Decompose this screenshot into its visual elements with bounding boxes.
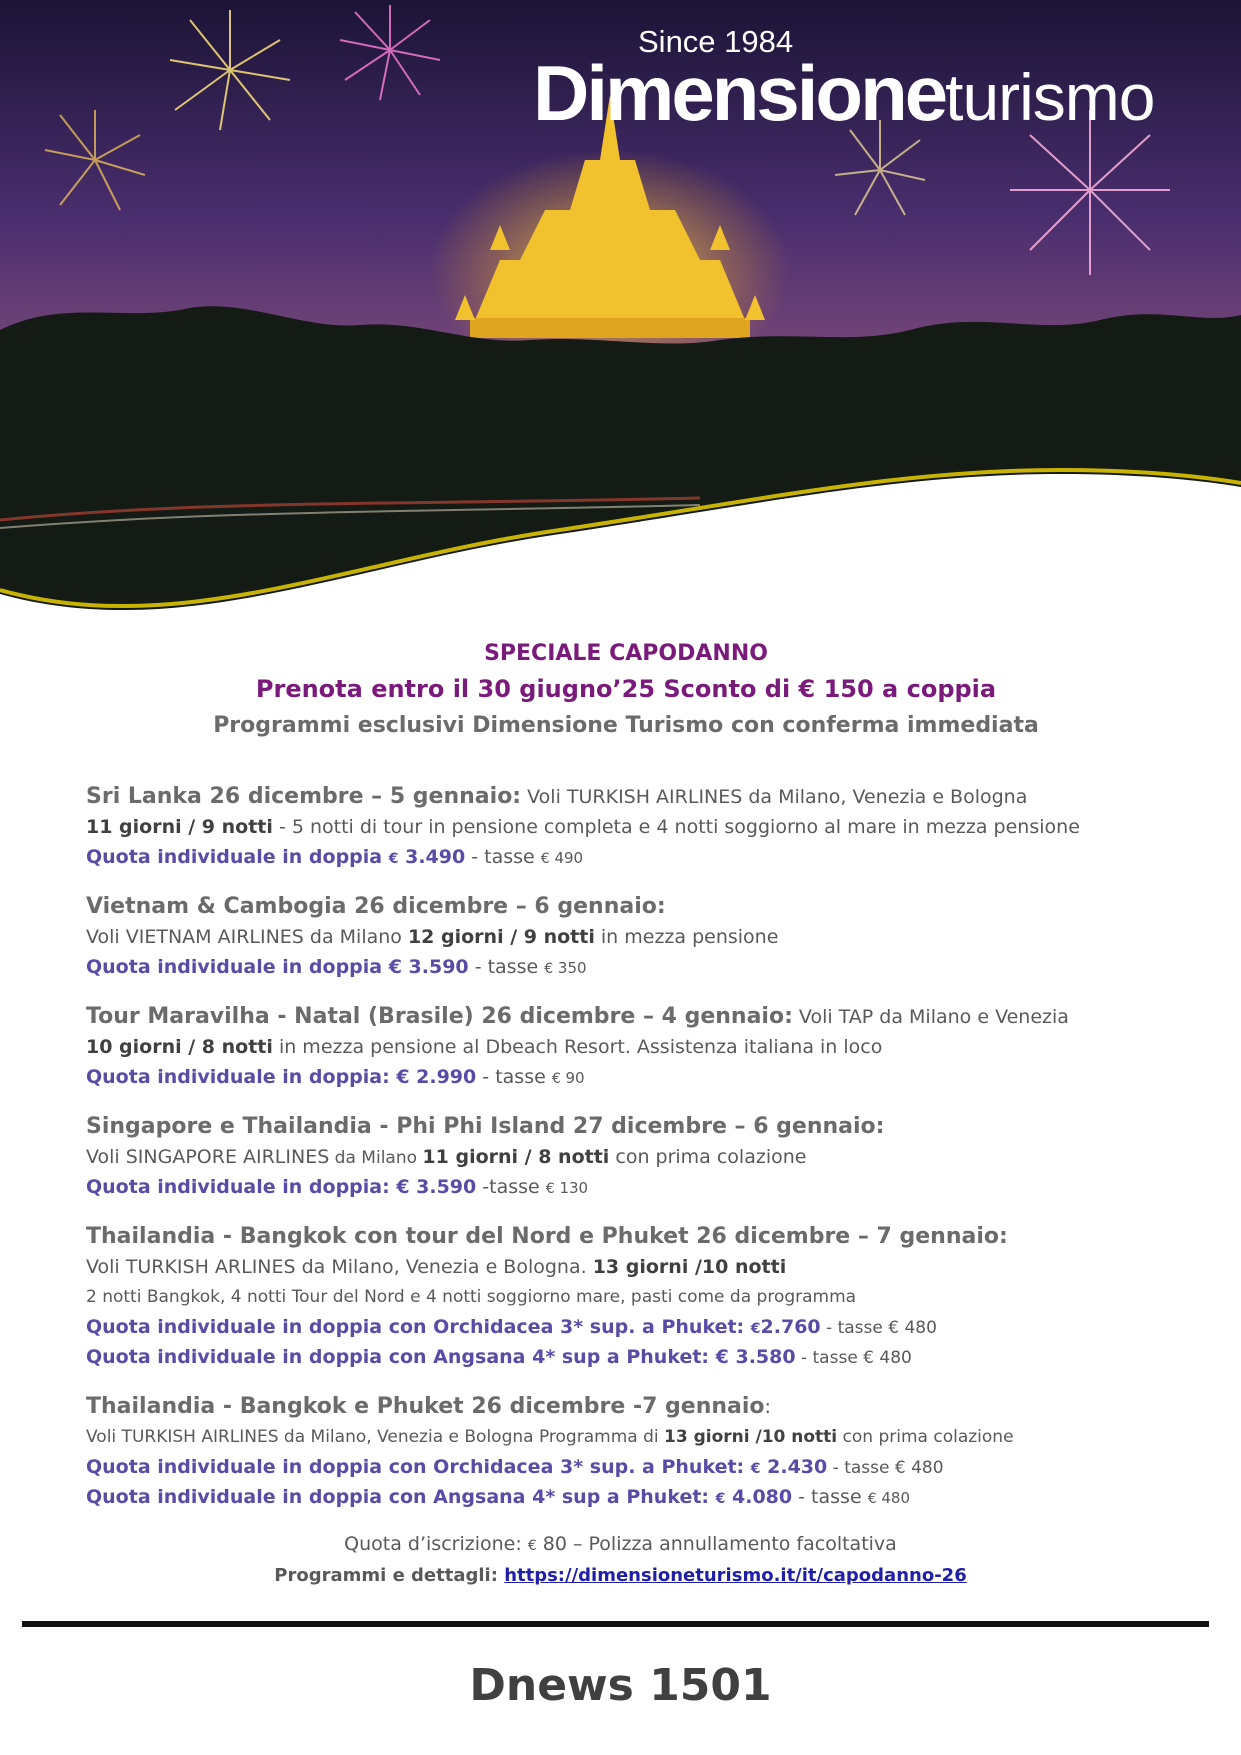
offer-brasile	[86, 1002, 1166, 1092]
offer-flight: Voli SINGAPORE AIRLINES	[86, 1146, 330, 1168]
offer-details: con prima colazione	[837, 1427, 1014, 1447]
brand-name-bold: Dimensione	[533, 49, 946, 137]
offer-taxes-1: - tasse € 480	[820, 1318, 937, 1338]
offer-taxes-currency: €	[551, 1071, 561, 1087]
offer-singapore	[86, 1112, 1166, 1202]
offer-thailandia-nord	[86, 1222, 1166, 1372]
offer-taxes-currency: €	[545, 1181, 555, 1197]
offer-taxes-label: - tasse	[465, 846, 541, 868]
offer-flight-origin: da Milano	[329, 1148, 423, 1168]
offer-taxes-label: -tasse	[476, 1176, 546, 1198]
hero-image	[0, 0, 1241, 625]
offer-taxes-label: - tasse	[476, 1066, 552, 1088]
subtitle: Programmi esclusivi Dimensione Turismo con conferma immediata	[213, 713, 1039, 738]
brand-name-light: turismo	[945, 60, 1155, 134]
issue-number: Dnews 1501	[469, 1660, 772, 1711]
promo-title: Prenota entro il 30 giugno’25 Sconto di € 150 a coppia	[255, 675, 997, 703]
offer-taxes-2-value: 480	[876, 1489, 911, 1507]
offer-title: Sri Lanka 26 dicembre – 5 gennaio:	[86, 784, 522, 809]
offer-taxes-currency: €	[544, 961, 554, 977]
offer-quote-1-price: 2.760	[760, 1316, 821, 1338]
offer-duration: 11 giorni / 8 notti	[422, 1146, 610, 1168]
offer-quote-1-currency: €	[750, 1321, 761, 1337]
offer-title: Thailandia - Bangkok con tour del Nord e Phuket 26 dicembre – 7 gennaio:	[86, 1224, 1008, 1249]
offer-taxes-value: 130	[554, 1179, 589, 1197]
details-label: Programmi e dettagli:	[274, 1565, 505, 1586]
offer-taxes-currency: €	[540, 851, 550, 867]
offer-taxes-2-label: - tasse	[792, 1486, 868, 1508]
offer-duration: 12 giorni / 9 notti	[407, 926, 595, 948]
offer-taxes-value: 490	[549, 849, 584, 867]
offer-itinerary: 2 notti Bangkok, 4 notti Tour del Nord e 4 notti soggiorno mare, pasti come da programma	[86, 1287, 857, 1307]
offer-details: in mezza pensione al Dbeach Resort. Assistenza italiana in loco	[272, 1036, 883, 1058]
offer-quote-1-label: Quota individuale in doppia con Orchidacea 3* sup. a Phuket:	[86, 1456, 751, 1478]
offer-quote: Quota individuale in doppia: € 2.990	[86, 1066, 477, 1088]
offer-duration: 10 giorni / 8 notti	[86, 1036, 273, 1058]
offer-duration: 13 giorni /10 notti	[592, 1256, 787, 1278]
offer-quote: Quota individuale in doppia: € 3.590	[86, 1176, 477, 1198]
program-details	[0, 1565, 1241, 1586]
offer-title-colon: :	[764, 1396, 771, 1418]
offer-taxes-1: - tasse € 480	[827, 1458, 944, 1478]
offer-taxes-value: 90	[560, 1069, 585, 1087]
offer-flight: Voli TURKISH AIRLINES da Milano, Venezia e Bologna	[521, 786, 1028, 808]
kicker: SPECIALE CAPODANNO	[484, 641, 768, 666]
offer-quote-price: 3.490	[398, 846, 466, 868]
offer-quote-1-currency: €	[750, 1461, 761, 1477]
offer-quote-currency: €	[388, 851, 399, 867]
details-link[interactable]: https://dimensioneturismo.it/it/capodanno-26	[504, 1565, 967, 1586]
offer-details: con prima colazione	[609, 1146, 807, 1168]
registration-text: 80 – Polizza annullamento facoltativa	[536, 1533, 897, 1555]
footer-divider	[22, 1621, 1209, 1627]
offer-title: Singapore e Thailandia - Phi Phi Island 27 dicembre – 6 gennaio:	[86, 1114, 885, 1139]
offer-taxes-value: 350	[553, 959, 587, 977]
registration-fee	[0, 1533, 1241, 1555]
offer-quote: Quota individuale in doppia € 3.590	[86, 956, 469, 978]
offer-vietnam	[86, 892, 1166, 982]
offer-sri-lanka	[86, 782, 1166, 872]
offer-duration: 11 giorni / 9 notti	[86, 816, 273, 838]
offer-quote-label: Quota individuale in doppia	[86, 846, 389, 868]
offer-quote-1-price: 2.430	[760, 1456, 828, 1478]
offer-flight: Voli VIETNAM AIRLINES da Milano	[86, 926, 408, 948]
offer-quote-2-label: Quota individuale in doppia con Angsana 4* sup a Phuket:	[86, 1486, 716, 1508]
brand-since: Since 1984	[638, 24, 794, 59]
offer-quote-2-price: 4.080	[725, 1486, 793, 1508]
offer-taxes-2-currency: €	[867, 1491, 877, 1507]
offer-title: Thailandia - Bangkok e Phuket 26 dicembre -7 gennaio	[86, 1394, 765, 1419]
offer-quote-2: Quota individuale in doppia con Angsana 4* sup a Phuket: € 3.580	[86, 1346, 796, 1368]
offer-title: Tour Maravilha - Natal (Brasile) 26 dicembre – 4 gennaio:	[86, 1004, 793, 1029]
registration-currency: €	[527, 1538, 537, 1554]
headline	[86, 637, 1166, 744]
offer-details: - 5 notti di tour in pensione completa e 4 notti soggiorno al mare in mezza pensione	[272, 816, 1080, 838]
offer-taxes-2: - tasse € 480	[795, 1348, 912, 1368]
offer-details: in mezza pensione	[594, 926, 779, 948]
offer-flight: Voli TAP da Milano e Venezia	[792, 1006, 1069, 1028]
offer-quote-1-label: Quota individuale in doppia con Orchidacea 3* sup. a Phuket:	[86, 1316, 751, 1338]
offer-taxes-label: - tasse	[468, 956, 545, 978]
offer-thailandia-phuket	[86, 1392, 1166, 1512]
offer-title: Vietnam & Cambogia 26 dicembre – 6 gennaio:	[86, 894, 666, 919]
offer-duration: 13 giorni /10 notti	[664, 1427, 838, 1447]
registration-label: Quota d’iscrizione:	[344, 1533, 528, 1555]
offers-content	[86, 637, 1166, 1512]
offer-flight: Voli TURKISH ARLINES da Milano, Venezia e Bologna.	[86, 1256, 593, 1278]
offer-quote-2-currency: €	[715, 1491, 726, 1507]
offer-flight: Voli TURKISH AIRLINES da Milano, Venezia e Bologna Programma di	[86, 1427, 664, 1447]
